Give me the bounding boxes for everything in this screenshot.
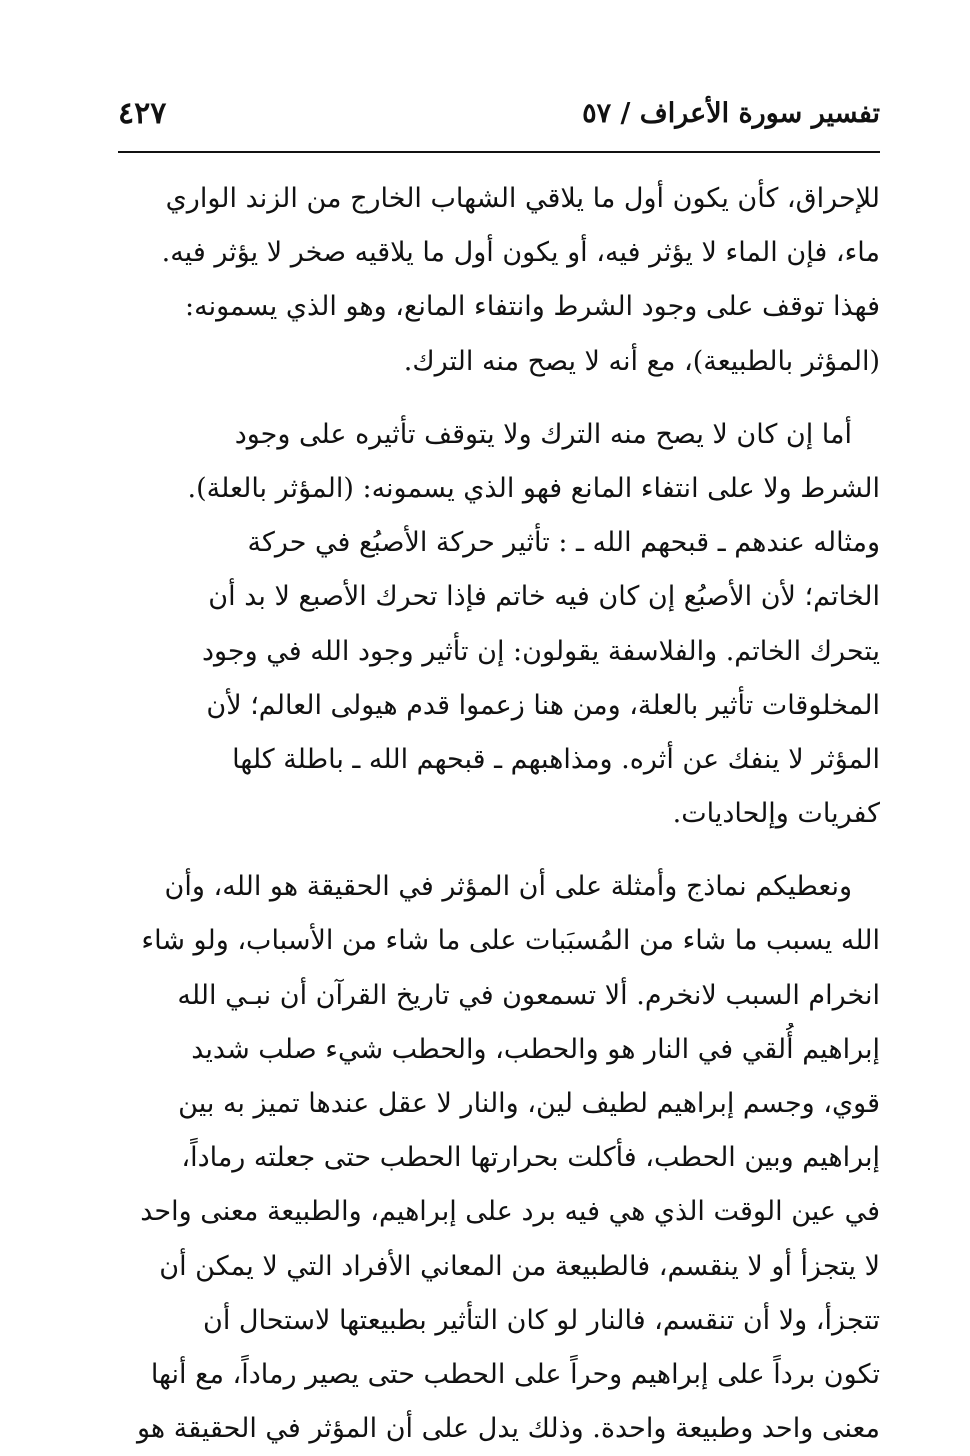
text-line: إبراهيم وبين الحطب، فأكلت بحرارتها الحطب حتى جعلته رماداً، — [181, 1142, 880, 1174]
text-line: الشرط ولا على انتفاء المانع فهو الذي يسمونه: (المؤثر بالعلة). — [187, 472, 880, 504]
text-line: (المؤثر بالطبيعة)، مع أنه لا يصح منه الترك. — [403, 345, 880, 377]
text-line: في عين الوقت الذي هي فيه برد على إبراهيم، والطبيعة معنى واحد — [140, 1196, 880, 1228]
text-line: الله يسبب ما شاء من المُسبَبات على ما شاء من الأسباب، ولو شاء — [141, 925, 880, 957]
text-line: الخاتم؛ لأن الأصبُع إن كان فيه خاتم فإذا تحرك الأصبع لا بد أن — [208, 581, 880, 613]
page-header — [118, 88, 880, 148]
body-text — [118, 172, 880, 1456]
text-line: ماء، فإن الماء لا يؤثر فيه، أو يكون أول ما يلاقيه صخر لا يؤثر فيه. — [161, 237, 880, 269]
text-line: كفريات وإلحاديات. — [672, 798, 880, 830]
text-line: يتحرك الخاتم. والفلاسفة يقولون: إن تأثير وجود الله في وجود — [201, 635, 880, 667]
text-line: للإحراق، كأن يكون أول ما يلاقي الشهاب الخارج من الزند الواري — [165, 183, 880, 214]
text-line: معنى واحد وطبيعة واحدة. وذلك يدل على أن المؤثر في الحقيقة هو — [136, 1413, 880, 1445]
running-title: تفسير سورة الأعراف / ٥٧ — [582, 98, 880, 129]
text-line: أما إن كان لا يصح منه الترك ولا يتوقف تأثيره على وجود — [234, 418, 852, 450]
text-line: ونعطيكم نماذج وأمثلة على أن المؤثر في الحقيقة هو الله، وأن — [164, 871, 852, 903]
text-line: انخرام السبب لانخرم. ألا تسمعون في تاريخ القرآن أن نبـي الله — [177, 979, 880, 1011]
text-line: فهذا توقف على وجود الشرط وانتفاء المانع، وهو الذي يسمونه: — [185, 291, 880, 323]
header-rule — [118, 151, 880, 153]
page-number: ٤٢٧ — [118, 96, 167, 131]
text-line: تكون برداً على إبراهيم وحراً على الحطب حتى يصير رماداً، مع أنها — [150, 1358, 880, 1390]
paragraph-3 — [118, 860, 880, 1456]
paragraph-gap — [118, 389, 880, 408]
text-line: لا يتجزأ أو لا ينقسم، فالطبيعة من المعاني الأفراد التي لا يمكن أن — [159, 1250, 880, 1282]
text-line: تتجزأ، ولا أن تنقسم، فالنار لو كان التأثير بطبيعتها لاستحال أن — [203, 1304, 880, 1336]
paragraph-1 — [118, 172, 880, 389]
paragraph-gap — [118, 841, 880, 860]
text-line: إبراهيم أُلقي في النار هو والحطب، والحطب شيء صلب شديد — [191, 1033, 880, 1065]
text-line: ومثاله عندهم ـ قبحهم الله ـ : تأثير حركة الأصبُع في حركة — [247, 527, 880, 559]
text-line: المخلوقات تأثير بالعلة، ومن هنا زعموا قدم هيولى العالم؛ لأن — [206, 689, 880, 721]
text-line: قوي، وجسم إبراهيم لطيف لين، والنار لا عقل عندها تميز به بين — [178, 1088, 880, 1119]
text-line: المؤثر لا ينفك عن أثره. ومذاهبهم ـ قبحهم الله ـ باطلة كلها — [232, 743, 880, 775]
paragraph-2 — [118, 408, 880, 842]
